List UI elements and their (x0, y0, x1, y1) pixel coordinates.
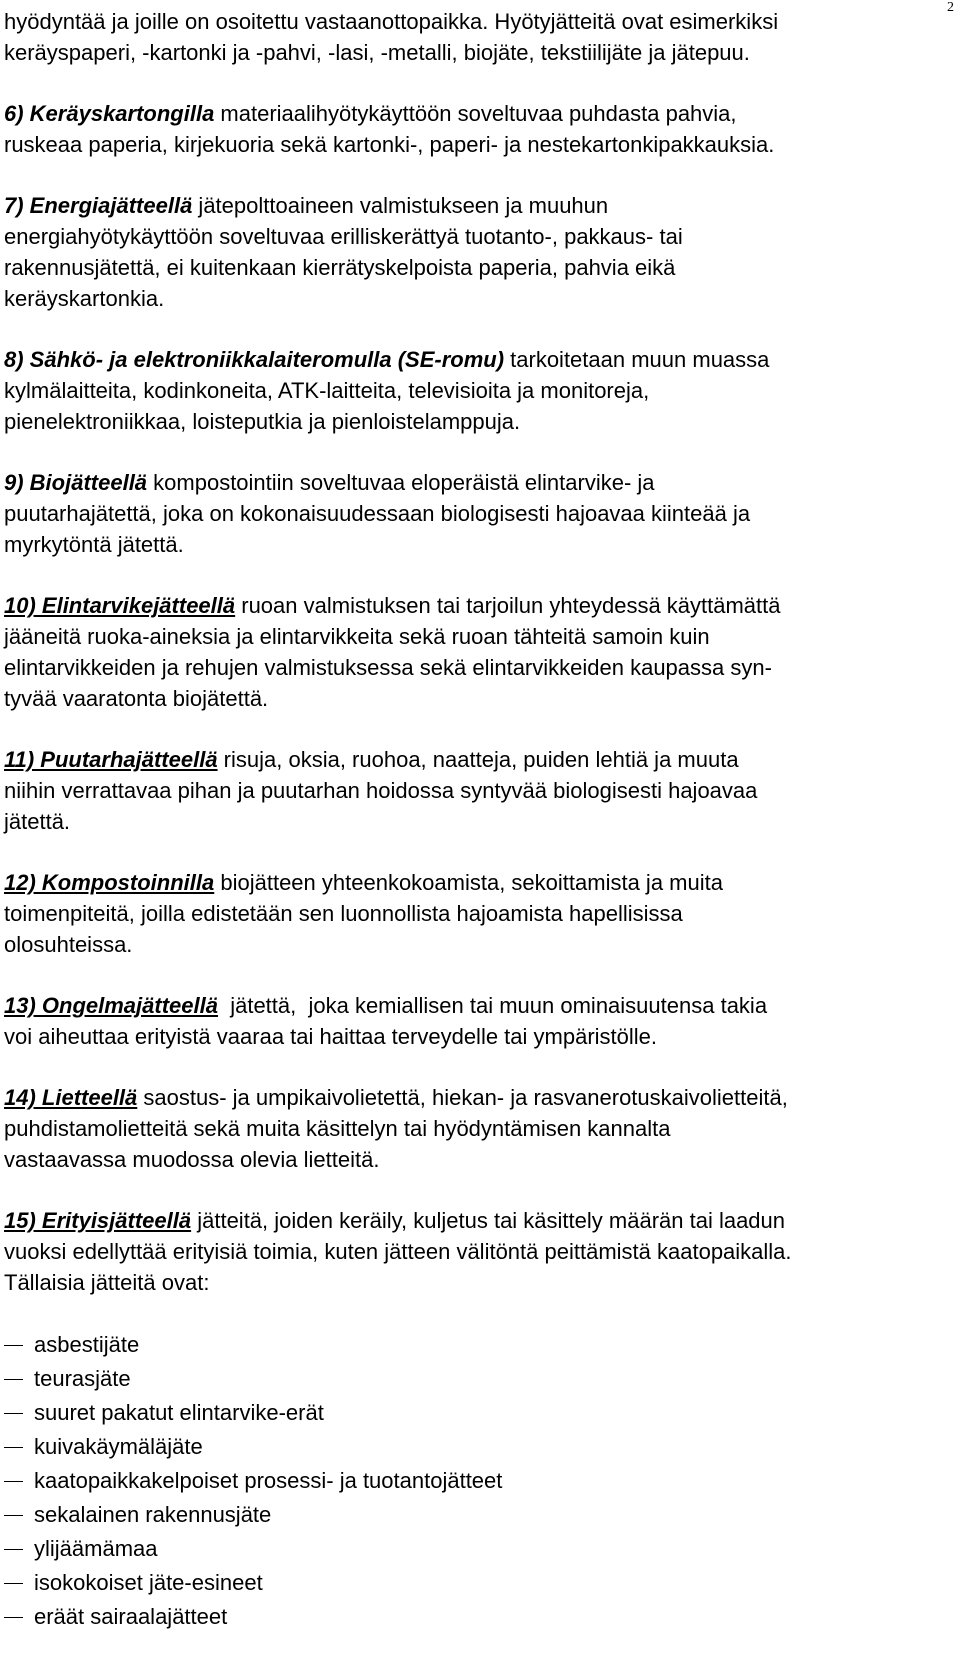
definition-13 (4, 990, 960, 1052)
text-line: risuja, oksia, ruohoa, naatteja, puiden lehtiä ja muuta (217, 747, 739, 772)
list-item (4, 1362, 960, 1396)
page-number: 2 (947, 0, 954, 15)
list-item (4, 1498, 960, 1532)
list-item-label: sekalainen rakennusjäte (34, 1502, 272, 1527)
text-line: keräyspaperi, -kartonki ja -pahvi, -lasi, -metalli, biojäte, tekstiilijäte ja jätepuu. (4, 40, 750, 65)
text-line: vuoksi edellyttää erityisiä toimia, kuten jätteen välitöntä peittämistä kaatopaikalla. (4, 1239, 792, 1264)
list-item (4, 1600, 960, 1634)
text-line: myrkytöntä jätettä. (4, 532, 184, 557)
definition-term: 11) Puutarhajätteellä (4, 747, 218, 772)
list-item-label: ylijäämämaa (34, 1536, 158, 1561)
text-line: kompostointiin soveltuvaa eloperäistä elintarvike- ja (147, 470, 655, 495)
definition-12 (4, 867, 960, 960)
definition-7 (4, 190, 960, 314)
list-item-label: suuret pakatut elintarvike-erät (34, 1400, 324, 1425)
definition-10 (4, 590, 960, 714)
definition-11 (4, 744, 960, 837)
document-body (4, 6, 960, 1634)
definition-term: 15) Erityisjätteellä (4, 1208, 192, 1233)
text-line: ruoan valmistuksen tai tarjoilun yhteydessä käyttämättä (235, 593, 781, 618)
definition-9 (4, 467, 960, 560)
text-line: pienelektroniikkaa, loisteputkia ja pienloistelamppuja. (4, 409, 521, 434)
text-line: biojätteen yhteenkokoamista, sekoittamista ja muita (214, 870, 723, 895)
text-line: jätteitä, joiden keräily, kuljetus tai käsittely määrän tai laadun (191, 1208, 786, 1233)
text-line: puhdistamolietteitä sekä muita käsittelyn tai hyödyntämisen kannalta (4, 1116, 671, 1141)
list-item-label: eräät sairaalajätteet (34, 1604, 228, 1629)
text-line: kylmälaitteita, kodinkoneita, ATK-laitteita, televisioita ja monitoreja, (4, 378, 650, 403)
text-line: rakennusjätettä, ei kuitenkaan kierrätyskelpoista paperia, pahvia eikä (4, 255, 676, 280)
special-waste-list (4, 1328, 960, 1634)
text-line: niihin verrattavaa pihan ja puutarhan hoidossa syntyvää biologisesti hajoavaa (4, 778, 758, 803)
definition-6 (4, 98, 960, 160)
text-line: hyödyntää ja joille on osoitettu vastaanottopaikka. Hyötyjätteitä ovat esimerkiksi (4, 9, 779, 34)
list-item-label: kuivakäymäläjäte (34, 1434, 203, 1459)
list-item-label: isokokoiset jäte-esineet (34, 1570, 263, 1595)
text-line: jääneitä ruoka-aineksia ja elintarvikkeita sekä ruoan tähteitä samoin kuin (4, 624, 710, 649)
text-line: keräyskartonkia. (4, 286, 165, 311)
text-line: energiahyötykäyttöön soveltuvaa erilliskerättyä tuotanto-, pakkaus- tai (4, 224, 683, 249)
definition-15 (4, 1205, 960, 1298)
definition-14 (4, 1082, 960, 1175)
text-line: tyvää vaaratonta biojätettä. (4, 686, 269, 711)
definition-term: 9) Biojätteellä (4, 470, 148, 495)
definition-term: 13) Ongelmajätteellä (4, 993, 218, 1018)
list-item-label: kaatopaikkakelpoiset prosessi- ja tuotantojätteet (34, 1468, 503, 1493)
text-line: toimenpiteitä, joilla edistetään sen luonnollista hajoamista hapellisissa (4, 901, 683, 926)
text-line: materiaalihyötykäyttöön soveltuvaa puhdasta pahvia, (214, 101, 737, 126)
list-item (4, 1566, 960, 1600)
definition-term: 12) Kompostoinnilla (4, 870, 215, 895)
definition-8 (4, 344, 960, 437)
text-line: jätettä. (4, 809, 71, 834)
intro-paragraph (4, 6, 960, 68)
list-item-label: teurasjäte (34, 1366, 131, 1391)
text-line: ruskeaa paperia, kirjekuoria sekä kartonki-, paperi- ja nestekartonkipakkauksia. (4, 132, 775, 157)
text-line: jätettä, joka kemiallisen tai muun ominaisuutensa takia (217, 993, 768, 1018)
definition-term: 10) Elintarvikejätteellä (4, 593, 236, 618)
list-item (4, 1396, 960, 1430)
text-line: olosuhteissa. (4, 932, 133, 957)
definition-term: 6) Keräyskartongilla (4, 101, 215, 126)
definition-term: 14) Lietteellä (4, 1085, 138, 1110)
list-item (4, 1532, 960, 1566)
list-item-label: asbestijäte (34, 1332, 140, 1357)
text-line: Tällaisia jätteitä ovat: (4, 1270, 210, 1295)
list-item (4, 1464, 960, 1498)
text-line: vastaavassa muodossa olevia lietteitä. (4, 1147, 380, 1172)
definition-term: 8) Sähkö- ja elektroniikkalaiteromulla (SE-romu) (4, 347, 505, 372)
list-item (4, 1328, 960, 1362)
text-line: voi aiheuttaa erityistä vaaraa tai haittaa terveydelle tai ympäristölle. (4, 1024, 658, 1049)
text-line: saostus- ja umpikaivolietettä, hiekan- ja rasvanerotuskaivolietteitä, (137, 1085, 788, 1110)
text-line: tarkoitetaan muun muassa (504, 347, 770, 372)
definition-term: 7) Energiajätteellä (4, 193, 193, 218)
text-line: jätepolttoaineen valmistukseen ja muuhun (192, 193, 609, 218)
text-line: elintarvikkeiden ja rehujen valmistuksessa sekä elintarvikkeiden kaupassa syn- (4, 655, 772, 680)
list-item (4, 1430, 960, 1464)
text-line: puutarhajätettä, joka on kokonaisuudessaan biologisesti hajoavaa kiinteää ja (4, 501, 751, 526)
